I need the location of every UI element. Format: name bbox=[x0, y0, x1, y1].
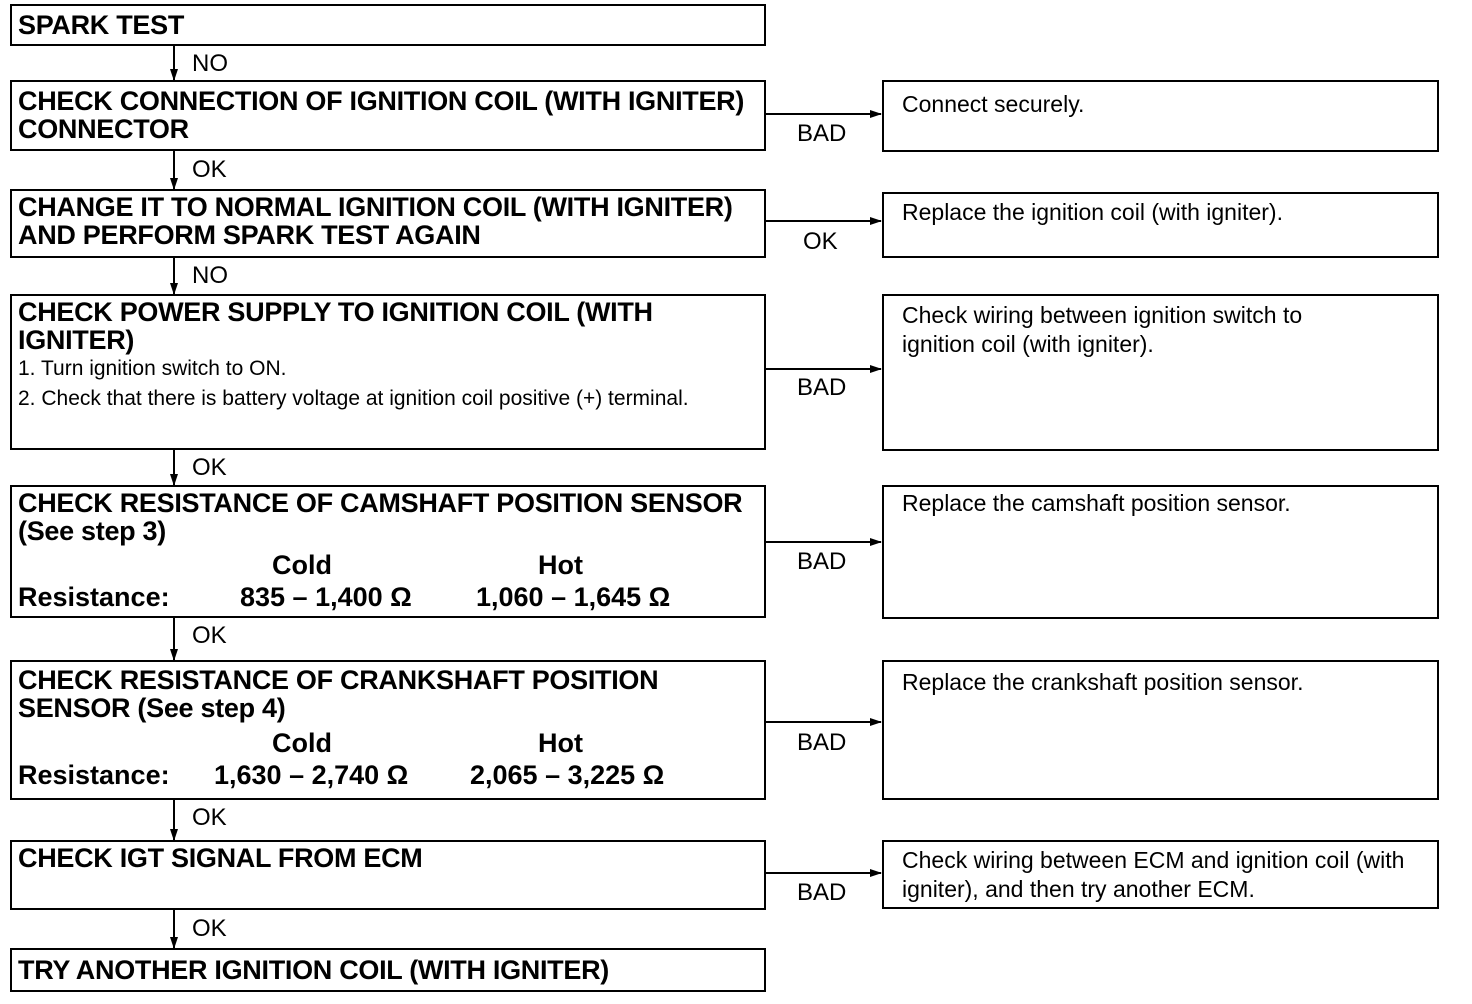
hot-label: Hot bbox=[538, 728, 583, 758]
cold-resistance-value: 835 – 1,400 Ω bbox=[240, 582, 412, 612]
resistance-spec bbox=[18, 728, 758, 792]
flow-label-bad: BAD bbox=[797, 374, 847, 401]
step-check-power bbox=[10, 294, 766, 450]
action-text: Connect securely. bbox=[902, 91, 1085, 117]
step-change-coil bbox=[10, 189, 766, 258]
flow-label-ok: OK bbox=[192, 454, 227, 481]
step-title: CHANGE IT TO NORMAL IGNITION COIL (WITH IGNITER) AND PERFORM SPARK TEST AGAIN bbox=[18, 192, 733, 250]
step-instruction-1: 1. Turn ignition switch to ON. bbox=[18, 357, 287, 380]
flow-label-ok: OK bbox=[192, 915, 227, 942]
action-text: Replace the ignition coil (with igniter). bbox=[902, 199, 1283, 225]
flow-label-ok: OK bbox=[192, 156, 227, 183]
flow-label-ok: OK bbox=[192, 804, 227, 831]
step-check-crankshaft bbox=[10, 660, 766, 800]
step-title: CHECK CONNECTION OF IGNITION COIL (WITH IGNITER) CONNECTOR bbox=[18, 86, 745, 144]
step-title: TRY ANOTHER IGNITION COIL (WITH IGNITER) bbox=[18, 955, 609, 985]
flow-label-ok: OK bbox=[803, 228, 838, 255]
action-replace-coil bbox=[882, 192, 1439, 258]
step-spark-test bbox=[10, 4, 766, 46]
action-connect-securely bbox=[882, 80, 1439, 152]
action-text: Replace the crankshaft position sensor. bbox=[902, 669, 1304, 695]
step-check-igt bbox=[10, 840, 766, 910]
action-text: Check wiring between ignition switch to ignition coil (with igniter). bbox=[902, 302, 1303, 357]
action-replace-camshaft-sensor bbox=[882, 485, 1439, 619]
step-title: CHECK POWER SUPPLY TO IGNITION COIL (WITH IGNITER) bbox=[18, 297, 653, 355]
step-check-connection bbox=[10, 80, 766, 151]
flow-label-no: NO bbox=[192, 262, 228, 289]
cold-label: Cold bbox=[272, 728, 332, 758]
action-check-wiring-ecm bbox=[882, 840, 1439, 909]
cold-resistance-value: 1,630 – 2,740 Ω bbox=[214, 760, 409, 790]
flow-label-bad: BAD bbox=[797, 548, 847, 575]
cold-label: Cold bbox=[272, 550, 332, 580]
hot-label: Hot bbox=[538, 550, 583, 580]
action-replace-crankshaft-sensor bbox=[882, 660, 1439, 800]
resistance-label: Resistance: bbox=[18, 582, 170, 612]
action-text: Replace the camshaft position sensor. bbox=[902, 490, 1291, 516]
flow-label-ok: OK bbox=[192, 622, 227, 649]
step-title: CHECK RESISTANCE OF CAMSHAFT POSITION SENSOR (See step 3) bbox=[18, 488, 743, 546]
resistance-label: Resistance: bbox=[18, 760, 170, 790]
hot-resistance-value: 1,060 – 1,645 Ω bbox=[476, 582, 671, 612]
action-text: Check wiring between ECM and ignition coil (with igniter), and then try another ECM. bbox=[902, 847, 1405, 902]
step-instruction-2: 2. Check that there is battery voltage at ignition coil positive (+) terminal. bbox=[18, 387, 689, 410]
step-title: CHECK IGT SIGNAL FROM ECM bbox=[18, 843, 423, 873]
flow-label-bad: BAD bbox=[797, 879, 847, 906]
step-try-another-coil bbox=[10, 948, 766, 992]
step-title: SPARK TEST bbox=[18, 10, 185, 40]
action-check-wiring-switch bbox=[882, 294, 1439, 451]
step-title: CHECK RESISTANCE OF CRANKSHAFT POSITION SENSOR (See step 4) bbox=[18, 665, 659, 723]
step-check-camshaft bbox=[10, 485, 766, 618]
flow-label-bad: BAD bbox=[797, 729, 847, 756]
flow-label-no: NO bbox=[192, 50, 228, 77]
hot-resistance-value: 2,065 – 3,225 Ω bbox=[470, 760, 665, 790]
flow-label-bad: BAD bbox=[797, 120, 847, 147]
resistance-spec bbox=[18, 550, 758, 614]
